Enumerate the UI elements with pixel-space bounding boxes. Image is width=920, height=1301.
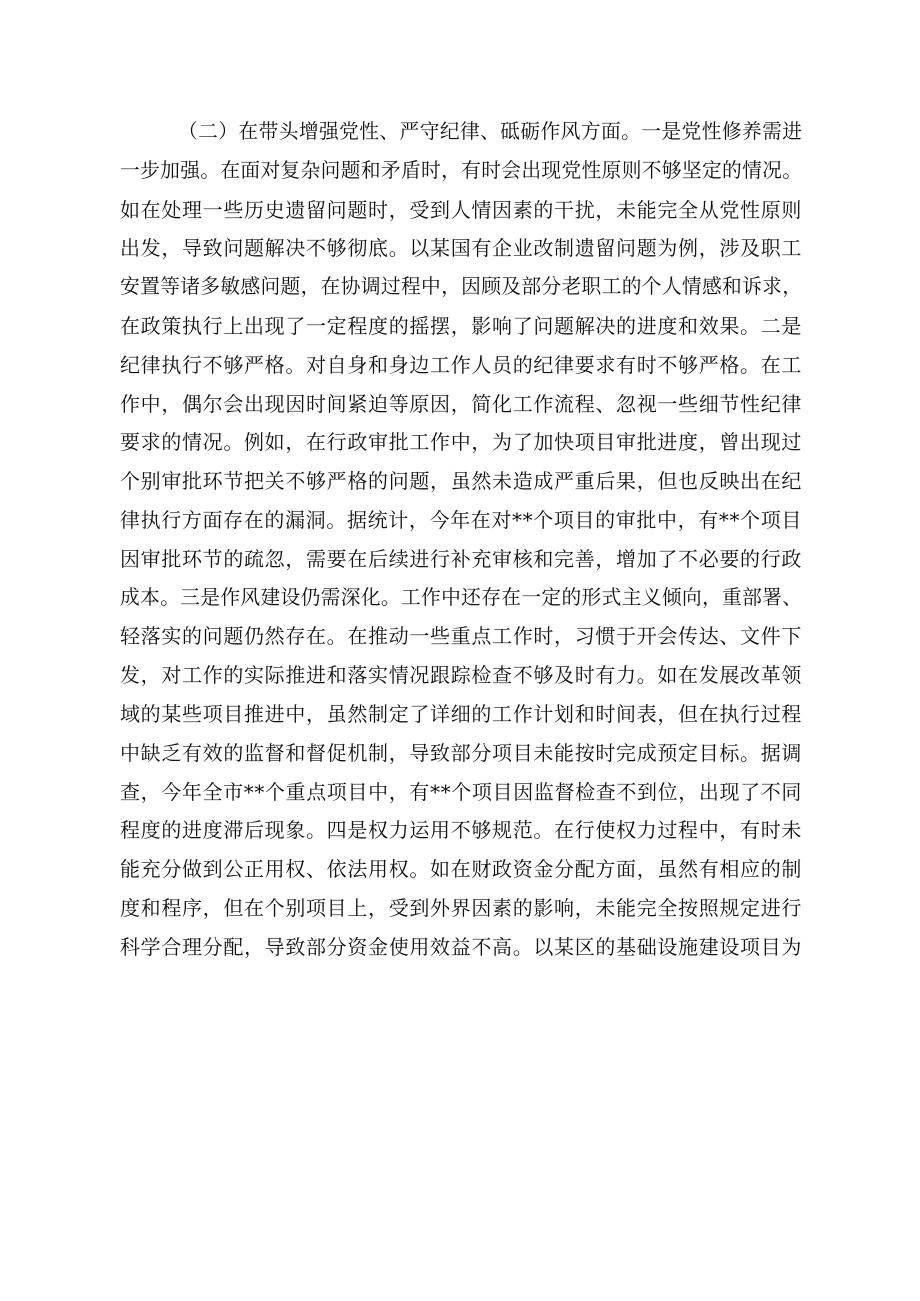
text-line: 轻落实的问题仍然存在。在推动一些重点工作时，习惯于开会传达、文件下 [120, 624, 802, 649]
text-line: 安置等诸多敏感问题，在协调过程中，因顾及部分老职工的个人情感和诉求， [120, 275, 802, 299]
text-line: 能充分做到公正用权、依法用权。如在财政资金分配方面，虽然有相应的制 [120, 857, 802, 882]
text-line: 律执行方面存在的漏洞。据统计，今年在对**个项目的审批中，有**个项目 [120, 507, 802, 532]
text-line: 一步加强。在面对复杂问题和矛盾时，有时会出现党性原则不够坚定的情况。 [120, 158, 802, 182]
text-line: 出发，导致问题解决不够彻底。以某国有企业改制遗留问题为例，涉及职工 [120, 236, 802, 261]
text-line: 域的某些项目推进中，虽然制定了详细的工作计划和时间表，但在执行过程 [120, 701, 802, 726]
text-line: 科学合理分配，导致部分资金使用效益不高。以某区的基础设施建设项目为 [120, 934, 802, 959]
text-line: 程度的进度滞后现象。四是权力运用不够规范。在行使权力过程中，有时未 [120, 818, 802, 843]
text-line: 中缺乏有效的监督和督促机制，导致部分项目未能按时完成预定目标。据调 [120, 740, 802, 765]
text-line: 查，今年全市**个重点项目中，有**个项目因监督检查不到位，出现了不同 [120, 779, 802, 804]
text-line: 纪律执行不够严格。对自身和身边工作人员的纪律要求有时不够严格。在工 [120, 352, 802, 377]
text-line: 作中，偶尔会出现因时间紧迫等原因，简化工作流程、忽视一些细节性纪律 [120, 391, 802, 416]
text-line: 在政策执行上出现了一定程度的摇摆，影响了问题解决的进度和效果。二是 [120, 313, 802, 338]
text-line: 如在处理一些历史遗留问题时，受到人情因素的干扰，未能完全从党性原则 [120, 197, 802, 222]
text-line: 成本。三是作风建设仍需深化。工作中还存在一定的形式主义倾向，重部署、 [120, 585, 802, 609]
text-line: 个别审批环节把关不够严格的问题，虽然未造成严重后果，但也反映出在纪 [120, 469, 802, 494]
text-line: 因审批环节的疏忽，需要在后续进行补充审核和完善，增加了不必要的行政 [120, 546, 802, 571]
text-line: （二）在带头增强党性、严守纪律、砥砺作风方面。一是党性修养需进 [178, 120, 802, 143]
text-line: 度和程序，但在个别项目上，受到外界因素的影响，未能完全按照规定进行 [120, 895, 802, 920]
text-line: 发，对工作的实际推进和落实情况跟踪检查不够及时有力。如在发展改革领 [120, 663, 802, 688]
body-paragraph [120, 113, 802, 967]
text-line: 要求的情况。例如，在行政审批工作中，为了加快项目审批进度，曾出现过 [120, 430, 802, 455]
